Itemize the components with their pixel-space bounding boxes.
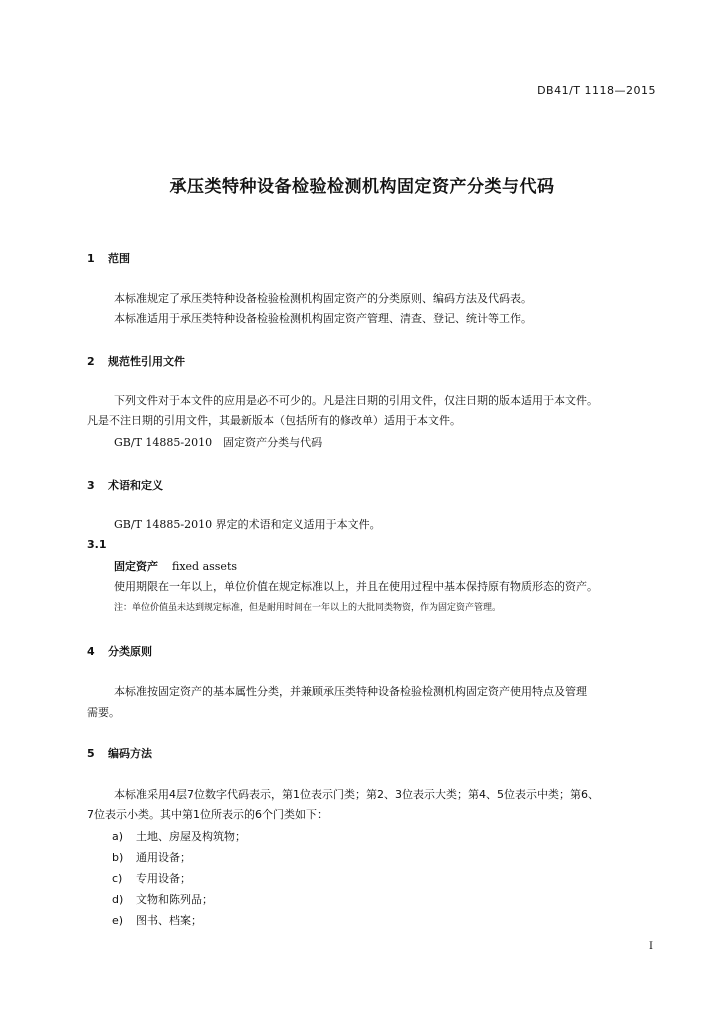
list-text: 图书、档案； xyxy=(136,914,202,927)
list-item xyxy=(112,829,246,844)
section-3-heading xyxy=(87,477,163,493)
list-marker: e) xyxy=(112,914,124,927)
section-title: 编码方法 xyxy=(108,747,152,760)
section-title: 分类原则 xyxy=(108,645,152,658)
section-number: 1 xyxy=(87,252,95,265)
list-item xyxy=(112,871,191,886)
section-2-paragraph-line-1: 下列文件对于本文件的应用是必不可少的。凡是注日期的引用文件，仅注日期的版本适用于本文件。 xyxy=(114,394,598,407)
section-title: 范围 xyxy=(108,252,130,265)
section-3-paragraph: GB/T 14885-2010 界定的术语和定义适用于本文件。 xyxy=(114,518,381,531)
list-text: 通用设备； xyxy=(136,851,191,864)
term-definition: 使用期限在一年以上，单位价值在规定标准以上，并且在使用过程中基本保持原有物质形态的资产。 xyxy=(114,580,598,593)
term-note: 注：单位价值虽未达到规定标准，但是耐用时间在一年以上的大批同类物资，作为固定资产管理。 xyxy=(114,603,502,613)
normative-reference: GB/T 14885-2010 固定资产分类与代码 xyxy=(114,436,323,449)
list-marker: b) xyxy=(112,851,124,864)
section-title: 术语和定义 xyxy=(108,479,163,492)
term-name: 固定资产 xyxy=(114,560,158,573)
section-title: 规范性引用文件 xyxy=(108,355,185,368)
section-5-paragraph-line-2: 7位表示小类。其中第1位所表示的6个门类如下： xyxy=(87,808,328,821)
section-5-heading xyxy=(87,745,152,761)
section-number: 5 xyxy=(87,747,95,760)
standard-number: DB41/T 1118—2015 xyxy=(537,84,656,97)
section-4-paragraph-line-2: 需要。 xyxy=(87,706,120,719)
list-marker: a) xyxy=(112,830,124,843)
section-number: 4 xyxy=(87,645,95,658)
section-1-paragraph-1: 本标准规定了承压类特种设备检验检测机构固定资产的分类原则、编码方法及代码表。 xyxy=(114,292,532,305)
section-1-paragraph-2: 本标准适用于承压类特种设备检验检测机构固定资产管理、清查、登记、统计等工作。 xyxy=(114,312,532,325)
section-2-heading xyxy=(87,353,185,369)
document-title: 承压类特种设备检验检测机构固定资产分类与代码 xyxy=(169,177,555,197)
section-1-heading xyxy=(87,250,130,266)
list-marker: d) xyxy=(112,893,124,906)
list-item xyxy=(112,892,213,907)
section-4-paragraph-line-1: 本标准按固定资产的基本属性分类，并兼顾承压类特种设备检验检测机构固定资产使用特点及管理 xyxy=(114,685,587,698)
list-text: 土地、房屋及构筑物； xyxy=(136,830,246,843)
section-number: 3 xyxy=(87,479,95,492)
section-4-heading xyxy=(87,643,152,659)
list-text: 文物和陈列品； xyxy=(136,893,213,906)
term-english: fixed assets xyxy=(172,560,238,573)
list-text: 专用设备； xyxy=(136,872,191,885)
term-entry xyxy=(114,559,237,574)
section-5-paragraph-line-1: 本标准采用4层7位数字代码表示，第1位表示门类；第2、3位表示大类；第4、5位表示中类；第6、 xyxy=(114,788,599,801)
list-marker: c) xyxy=(112,872,123,885)
list-item xyxy=(112,850,191,865)
term-number: 3.1 xyxy=(87,538,107,551)
list-item xyxy=(112,913,202,928)
section-number: 2 xyxy=(87,355,95,368)
page-number: I xyxy=(649,941,653,952)
section-2-paragraph-line-2: 凡是不注日期的引用文件，其最新版本（包括所有的修改单）适用于本文件。 xyxy=(87,414,461,427)
